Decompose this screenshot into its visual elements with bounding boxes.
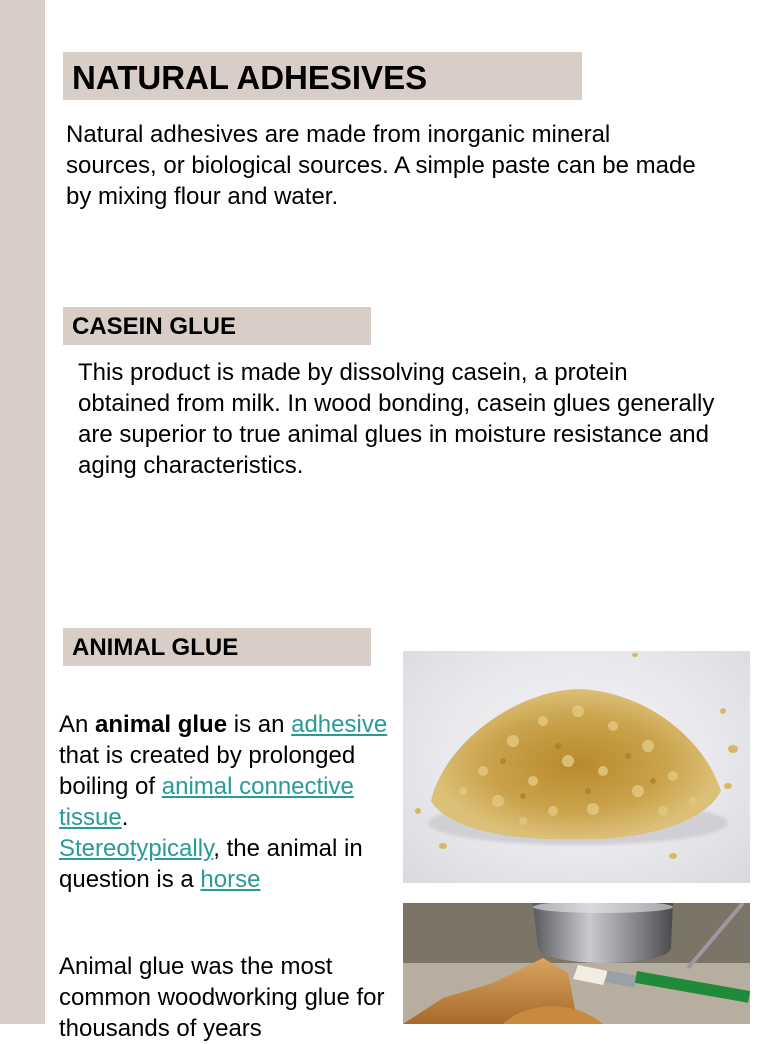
text-run: that is created by prolonged boiling of [59,742,356,800]
intro-paragraph: Natural adhesives are made from inorganic mineral sources, or biological sources. A simple paste can be made by mixing flour and water. [66,121,696,210]
animal-heading-banner [63,628,371,666]
animal-connective-tissue-link[interactable]: animal connective tissue [59,773,354,831]
casein-paragraph: This product is made by dissolving casein, a protein obtained from milk. In wood bonding, casein glues generally are superior to true animal glues in moisture resistance and aging characteristics. [78,359,715,479]
bold-term: animal glue [95,711,228,738]
animal-glue-history-paragraph: Animal glue was the most common woodworking glue for thousands of years [59,953,385,1042]
animal-glue-paragraph [59,709,389,895]
glue-brush-illustration [403,903,750,1024]
text-run: . [121,804,129,831]
text-run: is an [227,711,292,738]
casein-heading-banner [63,307,371,345]
animal-glue-granules-photo [403,651,750,883]
animal-heading: ANIMAL GLUE [72,634,239,661]
title-banner [63,52,582,100]
text-run: An [59,711,96,738]
granules-illustration [403,651,750,883]
sidebar-band [0,0,45,1024]
horse-link[interactable]: horse [200,866,261,893]
hide-glue-with-brush-photo [403,903,750,1024]
stereotypically-link[interactable]: Stereotypically [59,835,214,862]
text-run: , the animal in question is a [59,835,363,893]
casein-heading: CASEIN GLUE [72,313,237,340]
page-title: NATURAL ADHESIVES [72,59,428,96]
adhesive-link[interactable]: adhesive [291,711,388,738]
